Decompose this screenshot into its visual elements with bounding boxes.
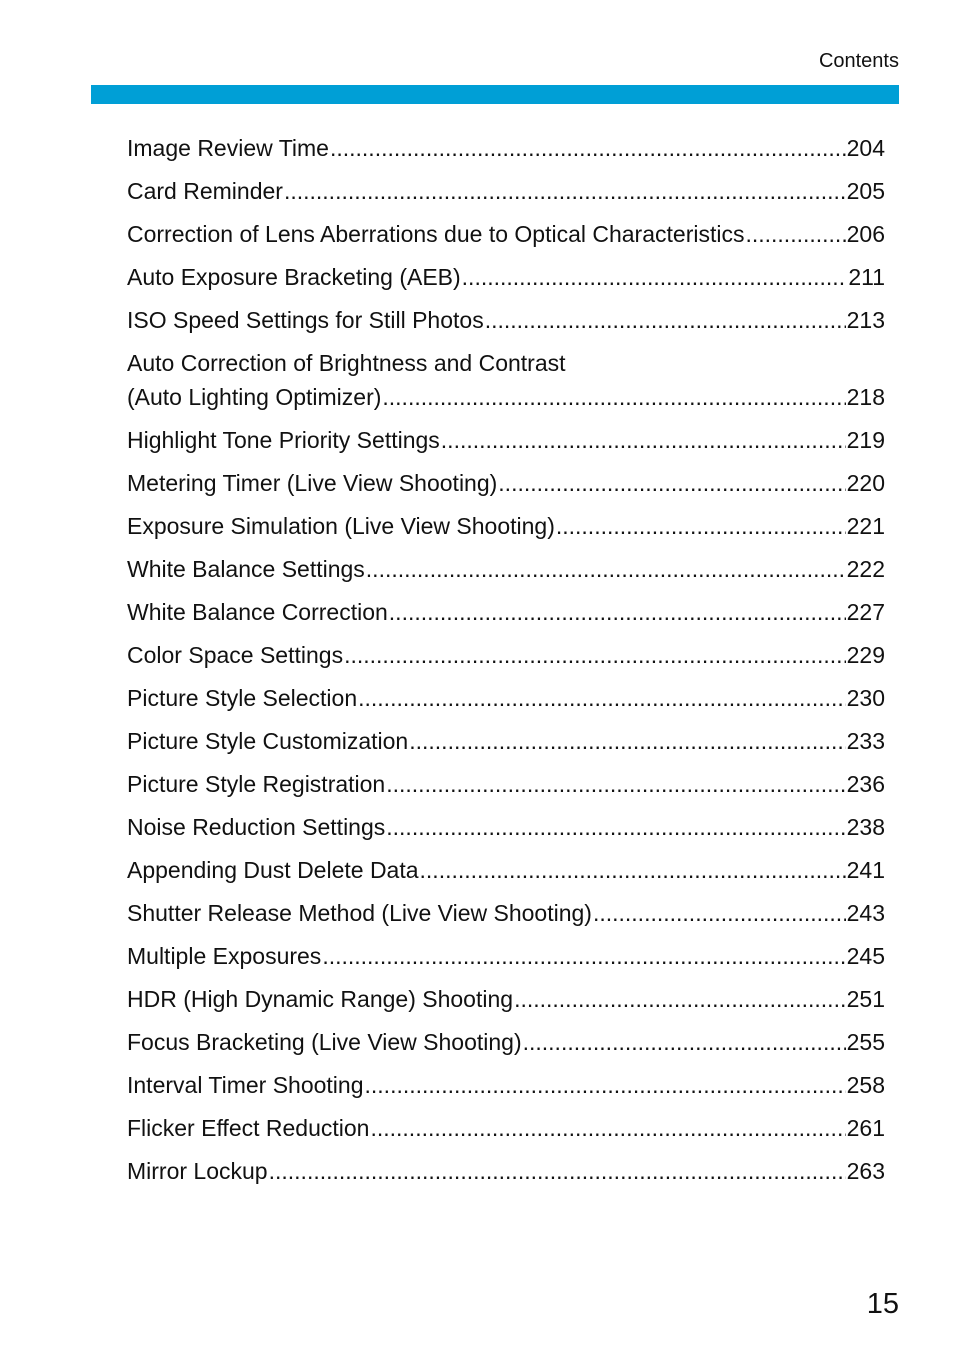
toc-entry-picture-style-registration[interactable] bbox=[127, 764, 885, 807]
toc-entry-page: 251 bbox=[846, 986, 885, 1012]
dot-leader bbox=[269, 1158, 846, 1184]
dot-leader bbox=[441, 427, 846, 453]
dot-leader bbox=[330, 135, 846, 161]
dot-leader bbox=[498, 470, 845, 496]
section-label: Contents bbox=[818, 50, 899, 72]
toc-entry-title: Auto Exposure Bracketing (AEB) bbox=[127, 264, 461, 290]
toc-entry-iso-speed-settings[interactable] bbox=[127, 300, 885, 343]
dot-leader bbox=[514, 986, 846, 1012]
toc-entry-title: Image Review Time bbox=[127, 135, 329, 161]
dot-leader bbox=[322, 943, 845, 969]
dot-leader bbox=[358, 685, 846, 711]
dot-leader bbox=[284, 178, 846, 204]
toc-entry-multiple-exposures[interactable] bbox=[127, 936, 885, 979]
toc-entry-page: 206 bbox=[846, 221, 885, 247]
toc-entry-title: (Auto Lighting Optimizer) bbox=[127, 384, 382, 410]
toc-entry-page: 220 bbox=[846, 470, 885, 496]
toc-entry-title: Mirror Lockup bbox=[127, 1158, 268, 1184]
dot-leader bbox=[370, 1115, 845, 1141]
toc-entry-title: Picture Style Selection bbox=[127, 685, 358, 711]
toc-entry-page: 236 bbox=[846, 771, 885, 797]
toc-entry-title: Noise Reduction Settings bbox=[127, 814, 386, 840]
toc-entry-page: 222 bbox=[846, 556, 885, 582]
toc-entry-page: 229 bbox=[846, 642, 885, 668]
dot-leader bbox=[593, 900, 846, 926]
toc-entry-interval-timer-shooting[interactable] bbox=[127, 1065, 885, 1108]
toc-entry-flicker-effect-reduction[interactable] bbox=[127, 1108, 885, 1151]
toc-entry-title: Focus Bracketing (Live View Shooting) bbox=[127, 1029, 522, 1055]
page-number: 15 bbox=[866, 1288, 899, 1320]
dot-leader bbox=[523, 1029, 846, 1055]
toc-entry-page: 219 bbox=[846, 427, 885, 453]
dot-leader bbox=[556, 513, 846, 539]
toc-entry-page: 213 bbox=[846, 307, 885, 333]
toc-entry-dust-delete-data[interactable] bbox=[127, 850, 885, 893]
toc-entry-title: Flicker Effect Reduction bbox=[127, 1115, 370, 1141]
toc-entry-page: 255 bbox=[846, 1029, 885, 1055]
toc-entry-title: Card Reminder bbox=[127, 178, 283, 204]
table-of-contents bbox=[127, 128, 885, 1194]
dot-leader bbox=[485, 307, 846, 333]
toc-entry-title: Color Space Settings bbox=[127, 642, 344, 668]
toc-entry-title: White Balance Correction bbox=[127, 599, 388, 625]
toc-entry-noise-reduction-settings[interactable] bbox=[127, 807, 885, 850]
toc-entry-mirror-lockup[interactable] bbox=[127, 1151, 885, 1194]
toc-entry-page: 241 bbox=[846, 857, 885, 883]
toc-entry-card-reminder[interactable] bbox=[127, 171, 885, 214]
toc-entry-page: 211 bbox=[848, 264, 885, 290]
toc-entry-page: 233 bbox=[846, 728, 885, 754]
dot-leader bbox=[365, 1072, 846, 1098]
dot-leader bbox=[366, 556, 846, 582]
toc-entry-auto-lighting-optimizer[interactable] bbox=[127, 343, 885, 420]
dot-leader bbox=[745, 221, 845, 247]
toc-entry-page: 258 bbox=[846, 1072, 885, 1098]
toc-entry-page: 205 bbox=[846, 178, 885, 204]
toc-entry-title: Highlight Tone Priority Settings bbox=[127, 427, 440, 453]
toc-entry-metering-timer[interactable] bbox=[127, 463, 885, 506]
toc-entry-page: 227 bbox=[846, 599, 885, 625]
toc-entry-picture-style-selection[interactable] bbox=[127, 678, 885, 721]
toc-entry-picture-style-customization[interactable] bbox=[127, 721, 885, 764]
toc-entry-aeb[interactable] bbox=[127, 257, 885, 300]
toc-entry-title: Exposure Simulation (Live View Shooting) bbox=[127, 513, 555, 539]
toc-entry-page: 230 bbox=[846, 685, 885, 711]
toc-entry-title: Shutter Release Method (Live View Shooting) bbox=[127, 900, 592, 926]
toc-entry-page: 238 bbox=[846, 814, 885, 840]
toc-entry-page: 261 bbox=[846, 1115, 885, 1141]
toc-entry-title: White Balance Settings bbox=[127, 556, 365, 582]
toc-entry-title: Picture Style Customization bbox=[127, 728, 409, 754]
toc-entry-title: Correction of Lens Aberrations due to Optical Characteristics bbox=[127, 221, 745, 247]
toc-entry-page: 218 bbox=[846, 384, 885, 410]
toc-entry-page: 221 bbox=[846, 513, 885, 539]
header-bar bbox=[91, 85, 899, 104]
toc-entry-title: Multiple Exposures bbox=[127, 943, 322, 969]
toc-entry-title: ISO Speed Settings for Still Photos bbox=[127, 307, 484, 333]
dot-leader bbox=[386, 771, 845, 797]
toc-entry-page: 204 bbox=[846, 135, 885, 161]
toc-entry-page: 263 bbox=[846, 1158, 885, 1184]
dot-leader bbox=[386, 814, 845, 840]
dot-leader bbox=[420, 857, 846, 883]
toc-entry-title: Picture Style Registration bbox=[127, 771, 386, 797]
toc-entry-exposure-simulation[interactable] bbox=[127, 506, 885, 549]
dot-leader bbox=[462, 264, 848, 290]
toc-entry-title: Interval Timer Shooting bbox=[127, 1072, 364, 1098]
dot-leader bbox=[409, 728, 845, 754]
toc-entry-page: 245 bbox=[846, 943, 885, 969]
toc-entry-image-review-time[interactable] bbox=[127, 128, 885, 171]
toc-entry-highlight-tone-priority[interactable] bbox=[127, 420, 885, 463]
toc-entry-white-balance-correction[interactable] bbox=[127, 592, 885, 635]
toc-entry-page: 243 bbox=[846, 900, 885, 926]
toc-entry-title: Appending Dust Delete Data bbox=[127, 857, 419, 883]
toc-entry-hdr-shooting[interactable] bbox=[127, 979, 885, 1022]
toc-entry-title-line1: Auto Correction of Brightness and Contrast bbox=[127, 350, 566, 376]
toc-entry-lens-aberration-correction[interactable] bbox=[127, 214, 885, 257]
dot-leader bbox=[389, 599, 846, 625]
toc-entry-title: HDR (High Dynamic Range) Shooting bbox=[127, 986, 514, 1012]
toc-entry-color-space-settings[interactable] bbox=[127, 635, 885, 678]
toc-entry-white-balance-settings[interactable] bbox=[127, 549, 885, 592]
dot-leader bbox=[382, 384, 845, 410]
toc-entry-focus-bracketing[interactable] bbox=[127, 1022, 885, 1065]
dot-leader bbox=[344, 642, 846, 668]
toc-entry-title: Metering Timer (Live View Shooting) bbox=[127, 470, 498, 496]
toc-entry-shutter-release-method[interactable] bbox=[127, 893, 885, 936]
